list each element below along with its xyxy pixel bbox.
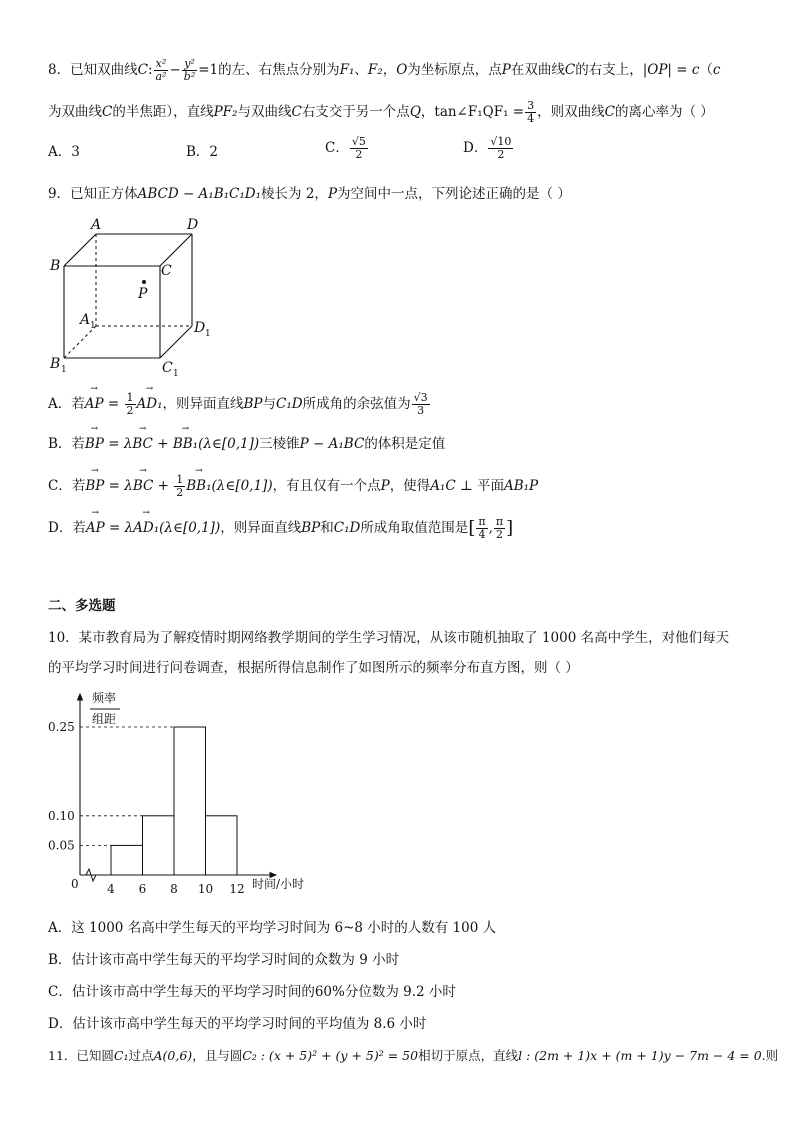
- x-tick-6: 6: [138, 882, 147, 896]
- label-D: D: [187, 217, 199, 233]
- label-C1-sub: 1: [173, 369, 179, 379]
- edge-C-D: [160, 234, 192, 266]
- histogram-bar-4-6: [111, 845, 143, 875]
- x-tick-8: 8: [170, 882, 178, 896]
- y-label-top: 频率: [92, 691, 117, 705]
- label-P: P: [138, 286, 148, 302]
- label-C: C: [161, 263, 172, 279]
- y-tick-0.25: 0.25: [48, 720, 75, 734]
- q10-option-d[interactable]: D．估计该市高中学生每天的平均学习时间的平均值为 8.6 小时: [48, 1016, 427, 1032]
- q11-line-1: 11．已知圆C₁过点A(0,6)，且与圆C₂ : (x + 5)² + (y + 5)² = 50相切于原点，直线l : (2m + 1)x + (m + 1)y − 7m − 4 = 0.则: [48, 1048, 779, 1063]
- label-D1: D: [194, 320, 206, 336]
- label-A1-sub: 1: [90, 321, 96, 331]
- cube-figure: [40, 212, 230, 382]
- histogram-bar-10-12: [206, 816, 238, 875]
- y-tick-0.05: 0.05: [48, 838, 75, 853]
- q8-option-a[interactable]: A．3: [48, 144, 80, 160]
- origin-label: 0: [71, 877, 79, 891]
- q10-option-c[interactable]: C．估计该市高中学生每天的平均学习时间的60%分位数为 9.2 小时: [48, 984, 456, 1000]
- q8-option-b[interactable]: B．2: [186, 144, 219, 160]
- edge-C1-D1: [160, 326, 192, 358]
- label-A: A: [91, 217, 102, 233]
- q10-option-a[interactable]: A．这 1000 名高中学生每天的平均学习时间为 6~8 小时的人数有 100 人: [48, 920, 497, 936]
- label-B1-sub: 1: [61, 365, 67, 375]
- x-axis-title: 时间/小时: [252, 877, 305, 891]
- label-A1: A: [80, 312, 91, 328]
- q9-option-c[interactable]: C．若→ BP = λ→ BC + $\frac{1}{2}$ → BB₁(λ∈[0,1])，有且仅有一个点P，使得A₁C ⊥ 平面AB₁P: [48, 474, 538, 499]
- q8-option-c[interactable]: C． $\frac{√5}{2}$: [325, 135, 366, 161]
- x-tick-10: 10: [197, 882, 214, 896]
- histogram-bar-8-10: [174, 727, 206, 875]
- label-C1: C: [162, 360, 173, 376]
- q10-line-1: 10．某市教育局为了解疫情时期网络教学期间的学生学习情况，从该市随机抽取了 1000 名高中学生，对他们每天: [48, 630, 730, 646]
- q10-line-2: 的平均学习时间进行问卷调查，根据所得信息制作了如图所示的频率分布直方图，则（ ）: [48, 660, 579, 676]
- x-tick-12: 12: [229, 882, 245, 896]
- q9-stem: 9．已知正方体ABCD − A₁B₁C₁D₁棱长为 2，P为空间中一点，下列论述正确的是（ ）: [48, 186, 571, 202]
- q8-option-d[interactable]: D． $\frac{√10}{2}$: [463, 135, 512, 161]
- q9-option-d[interactable]: D．若→ AP = λ→ AD₁(λ∈[0,1])，则异面直线BP和C₁D所成角取值范围是[ $\frac{\pi}{4}$ , $\frac{\pi}{2}$ ]: [48, 516, 513, 541]
- fraction-3-4: $\frac{3}{4}$: [527, 99, 535, 125]
- histogram-bar-6-8: [143, 816, 175, 875]
- y-label-bottom: 组距: [92, 712, 117, 726]
- q8-options: [48, 135, 748, 172]
- y-tick-0.10: 0.10: [48, 808, 75, 823]
- q9-option-b[interactable]: B．若→ BP = λ→ BC + → BB₁(λ∈[0,1])三棱锥P − A₁BC的体积是定值: [48, 434, 445, 454]
- point-P-dot: [142, 280, 146, 284]
- fraction-y2-b2: $\frac{\text{y²}}{\text{b²}}$: [183, 57, 196, 83]
- section-title: 二、多选题: [48, 598, 116, 614]
- q10-option-b[interactable]: B．估计该市高中学生每天的平均学习时间的众数为 9 小时: [48, 952, 400, 968]
- fraction-x2-a2: $\frac{\text{x²}}{\text{a²}}$: [155, 57, 167, 83]
- x-tick-4: 4: [107, 882, 115, 896]
- histogram-chart: [44, 690, 334, 900]
- q9-option-a[interactable]: A．若→ AP = $\frac{1}{2}$ → AD₁，则异面直线BP与C₁D所成角的余弦值为 $\frac{√3}{3}$: [48, 392, 431, 417]
- edge-B-A: [64, 234, 96, 266]
- label-B1: B: [50, 356, 61, 372]
- q8-line-1: 8．已知双曲线C: $\frac{\text{x²}}{\text{a²}}$ − $\frac{\text{y²}}{\text{b²}}$ =1的左、右焦点分别为F₁、F₂，O为坐标原点，点P在双曲线C的右支上，|OP| = c（c: [48, 57, 721, 83]
- label-B: B: [50, 258, 61, 274]
- label-D1-sub: 1: [205, 329, 211, 339]
- q8-line-2: 为双曲线C的半焦距），直线PF₂与双曲线C右支交于另一个点Q，tan∠F₁QF₁ = $\frac{3}{4}$ ，则双曲线C的离心率为（ ）: [48, 99, 714, 125]
